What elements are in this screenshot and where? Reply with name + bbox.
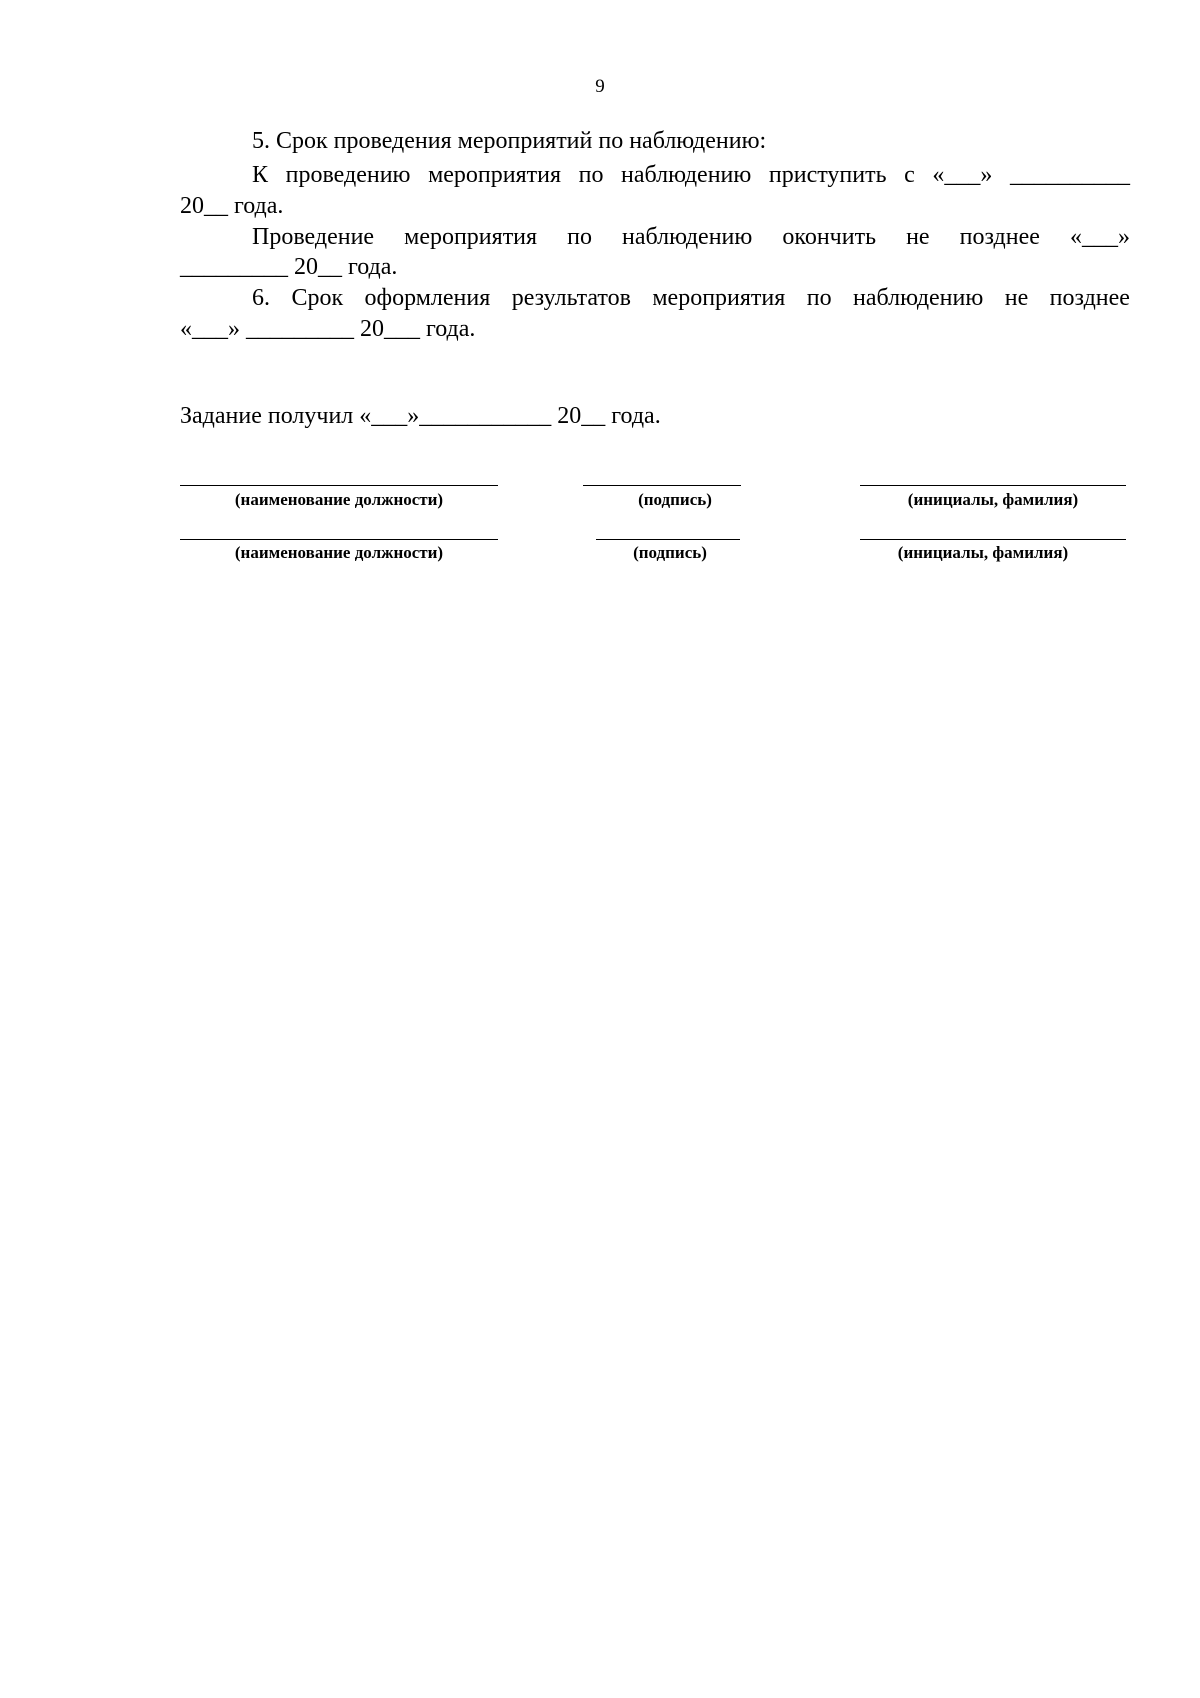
word: мероприятия xyxy=(652,285,786,311)
word: мероприятия xyxy=(428,162,561,188)
section5-end-date: _________ 20__ года. xyxy=(180,254,398,280)
section6-date: «___» _________ 20___ года. xyxy=(180,316,476,342)
word: приступить xyxy=(768,162,887,188)
word: не xyxy=(1004,285,1029,311)
word: наблюдению xyxy=(622,224,753,250)
position-caption: (наименование должности) xyxy=(234,490,444,509)
word: позднее xyxy=(1049,285,1130,311)
section6-line xyxy=(252,283,1130,313)
word: по xyxy=(578,162,604,188)
word: с xyxy=(904,162,915,188)
word: окончить xyxy=(782,224,877,250)
section5-start-line xyxy=(252,160,1130,190)
date-day-blank: «___» xyxy=(932,162,993,188)
word: проведению xyxy=(285,162,411,188)
word: К xyxy=(252,162,269,188)
word: оформления xyxy=(364,285,491,311)
position-signature-line xyxy=(180,485,498,486)
name-signature-line xyxy=(860,539,1126,540)
word: мероприятия xyxy=(404,224,538,250)
date-month-blank: __________ xyxy=(1009,162,1130,188)
date-day-blank: «___» xyxy=(1069,224,1130,250)
word: результатов xyxy=(511,285,631,311)
signature-caption: (подпись) xyxy=(638,490,712,509)
word: наблюдению xyxy=(853,285,984,311)
word: Проведение xyxy=(252,224,375,250)
task-received-line: Задание получил «___»___________ 20__ года. xyxy=(180,403,661,429)
word: наблюдению xyxy=(621,162,752,188)
section5-start-year: 20__ года. xyxy=(180,193,284,219)
word: позднее xyxy=(959,224,1040,250)
section5-end-line xyxy=(252,222,1130,252)
word: по xyxy=(567,224,592,250)
word: по xyxy=(806,285,832,311)
position-signature-line xyxy=(180,539,498,540)
word: Срок xyxy=(291,285,344,311)
page-number: 9 xyxy=(595,76,605,97)
position-caption: (наименование должности) xyxy=(234,543,444,562)
word: не xyxy=(906,224,930,250)
word: 6. xyxy=(252,285,270,311)
section5-heading: 5. Срок проведения мероприятий по наблюдению: xyxy=(252,128,767,154)
name-caption: (инициалы, фамилия) xyxy=(897,543,1069,562)
signature-line xyxy=(596,539,740,540)
name-caption: (инициалы, фамилия) xyxy=(907,490,1079,509)
signature-line xyxy=(583,485,741,486)
name-signature-line xyxy=(860,485,1126,486)
signature-caption: (подпись) xyxy=(633,543,707,562)
